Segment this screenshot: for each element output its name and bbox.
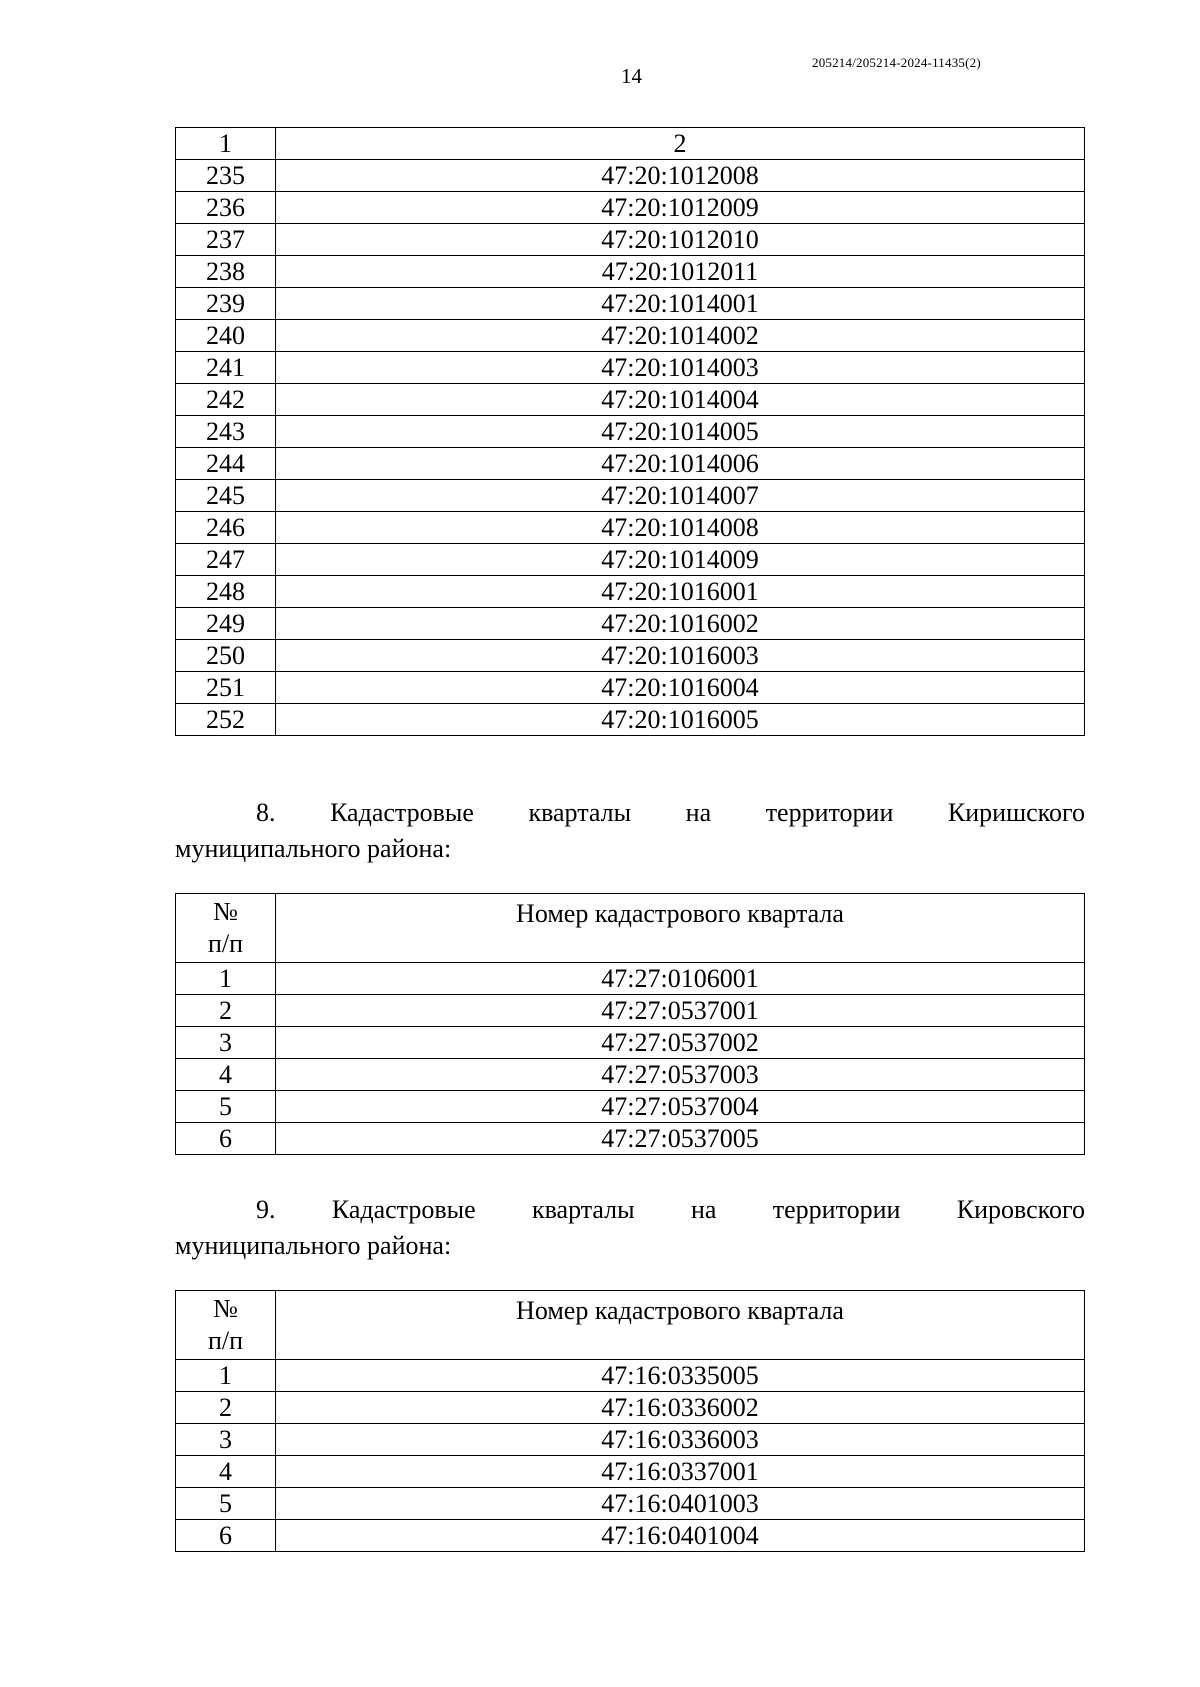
row-number-cell: 6: [176, 1123, 276, 1155]
header-number-sign: №: [213, 1294, 238, 1323]
cadastral-code-cell: 47:20:1014002: [276, 320, 1085, 352]
table-row: [176, 256, 1085, 288]
table-row: [176, 192, 1085, 224]
row-number-cell: 237: [176, 224, 276, 256]
table-row: [176, 1424, 1085, 1456]
row-number-cell: 241: [176, 352, 276, 384]
cadastral-code-cell: 47:20:1014003: [276, 352, 1085, 384]
section-8-word: территории: [765, 798, 894, 827]
cadastral-code-cell: 47:20:1012008: [276, 160, 1085, 192]
cadastral-code-cell: 47:16:0336003: [276, 1424, 1085, 1456]
row-number-cell: 245: [176, 480, 276, 512]
cadastral-code-cell: 47:16:0335005: [276, 1360, 1085, 1392]
table-header-row: [176, 894, 1085, 963]
section-9-word: территории: [772, 1195, 901, 1224]
cadastral-code-cell: 47:20:1014004: [276, 384, 1085, 416]
cadastral-code-cell: 47:20:1014007: [276, 480, 1085, 512]
table-row: [176, 160, 1085, 192]
table-row: [176, 448, 1085, 480]
header-pp: п/п: [207, 929, 244, 958]
row-number-cell: 4: [176, 1456, 276, 1488]
cadastral-code-cell: 47:20:1014005: [276, 416, 1085, 448]
table-row: [176, 480, 1085, 512]
row-number-cell: 248: [176, 576, 276, 608]
column-number-header: 1: [176, 128, 276, 160]
table-row: [176, 384, 1085, 416]
row-number-cell: 240: [176, 320, 276, 352]
row-number-cell: 1: [176, 1360, 276, 1392]
table-row: [176, 1027, 1085, 1059]
table-row: [176, 288, 1085, 320]
table-row: [176, 672, 1085, 704]
cadastral-code-cell: 47:27:0106001: [276, 963, 1085, 995]
table-row: [176, 1059, 1085, 1091]
table-row: [176, 224, 1085, 256]
table-row: [176, 416, 1085, 448]
cadastral-code-cell: 47:16:0401004: [276, 1520, 1085, 1552]
cadastral-code-cell: 47:27:0537005: [276, 1123, 1085, 1155]
cadastral-code-cell: 47:27:0537004: [276, 1091, 1085, 1123]
kirishi-cadastral-table: [175, 893, 1085, 1155]
kirovsk-cadastral-table: [175, 1290, 1085, 1552]
cadastral-code-cell: 47:20:1012011: [276, 256, 1085, 288]
row-number-cell: 246: [176, 512, 276, 544]
row-number-cell: 249: [176, 608, 276, 640]
row-number-cell: 242: [176, 384, 276, 416]
cadastral-code-cell: 47:20:1016002: [276, 608, 1085, 640]
column-number-header: [176, 1291, 276, 1360]
table-row: [176, 1392, 1085, 1424]
cadastral-code-cell: 47:20:1016004: [276, 672, 1085, 704]
table-row: [176, 544, 1085, 576]
table-row: [176, 640, 1085, 672]
cadastral-code-cell: 47:20:1014001: [276, 288, 1085, 320]
table-row: [176, 608, 1085, 640]
section-9-number: 9.: [256, 1195, 276, 1224]
table-row: [176, 1456, 1085, 1488]
cadastral-code-cell: 47:20:1016005: [276, 704, 1085, 736]
row-number-cell: 238: [176, 256, 276, 288]
header-pp: п/п: [207, 1326, 244, 1355]
row-number-cell: 3: [176, 1027, 276, 1059]
cadastral-code-cell: 47:27:0537001: [276, 995, 1085, 1027]
column-number-header: [176, 894, 276, 963]
row-number-cell: 4: [176, 1059, 276, 1091]
section-8-word: Киришского: [947, 798, 1085, 827]
cadastral-code-cell: 47:20:1016001: [276, 576, 1085, 608]
table-row: [176, 352, 1085, 384]
row-number-cell: 1: [176, 963, 276, 995]
row-number-cell: 239: [176, 288, 276, 320]
column-code-header: Номер кадастрового квартала: [276, 894, 1085, 963]
cadastral-code-cell: 47:27:0537003: [276, 1059, 1085, 1091]
cadastral-code-cell: 47:20:1016003: [276, 640, 1085, 672]
table-row: [176, 576, 1085, 608]
row-number-cell: 3: [176, 1424, 276, 1456]
column-code-header: 2: [276, 128, 1085, 160]
section-8-number: 8.: [256, 798, 276, 827]
row-number-cell: 251: [176, 672, 276, 704]
row-number-cell: 2: [176, 995, 276, 1027]
cadastral-code-cell: 47:16:0401003: [276, 1488, 1085, 1520]
row-number-cell: 235: [176, 160, 276, 192]
cadastral-code-cell: 47:20:1012010: [276, 224, 1085, 256]
row-number-cell: 252: [176, 704, 276, 736]
table-row: [176, 320, 1085, 352]
table-row: [176, 512, 1085, 544]
section-9-word: Кировского: [956, 1195, 1085, 1224]
section-9-line2: муниципального района:: [175, 1231, 452, 1260]
table-row: [176, 1123, 1085, 1155]
row-number-cell: 243: [176, 416, 276, 448]
header-number-sign: №: [213, 897, 238, 926]
document-code: 205214/205214-2024-11435(2): [812, 55, 981, 70]
page-number: 14: [621, 64, 642, 88]
row-number-cell: 6: [176, 1520, 276, 1552]
row-number-cell: 236: [176, 192, 276, 224]
cadastral-code-cell: 47:20:1012009: [276, 192, 1085, 224]
table-row: [176, 1520, 1085, 1552]
cadastral-code-cell: 47:20:1014006: [276, 448, 1085, 480]
table-row: [176, 1091, 1085, 1123]
cadastral-code-cell: 47:20:1014009: [276, 544, 1085, 576]
row-number-cell: 5: [176, 1091, 276, 1123]
table-row: [176, 1488, 1085, 1520]
cadastral-code-cell: 47:16:0336002: [276, 1392, 1085, 1424]
section-9-word: на: [690, 1195, 717, 1224]
table-row: [176, 1360, 1085, 1392]
section-8-word: кварталы: [528, 798, 632, 827]
cadastral-code-cell: 47:16:0337001: [276, 1456, 1085, 1488]
table-row: [176, 995, 1085, 1027]
row-number-cell: 5: [176, 1488, 276, 1520]
section-8-word: на: [685, 798, 712, 827]
cadastral-code-cell: 47:20:1014008: [276, 512, 1085, 544]
row-number-cell: 244: [176, 448, 276, 480]
table-row: [176, 704, 1085, 736]
table-row: [176, 963, 1085, 995]
section-9-heading: [175, 1192, 1085, 1264]
row-number-cell: 2: [176, 1392, 276, 1424]
cadastral-code-cell: 47:27:0537002: [276, 1027, 1085, 1059]
section-8-word: Кадастровые: [330, 798, 474, 827]
row-number-cell: 250: [176, 640, 276, 672]
section-8-heading: [175, 795, 1085, 867]
column-code-header: Номер кадастрового квартала: [276, 1291, 1085, 1360]
table-header-row: [176, 1291, 1085, 1360]
section-9-word: Кадастровые: [331, 1195, 476, 1224]
cadastral-table-continued: [175, 127, 1085, 736]
row-number-cell: 247: [176, 544, 276, 576]
section-8-line2: муниципального района:: [175, 834, 452, 863]
table-header-row: [176, 128, 1085, 160]
section-9-word: кварталы: [531, 1195, 635, 1224]
